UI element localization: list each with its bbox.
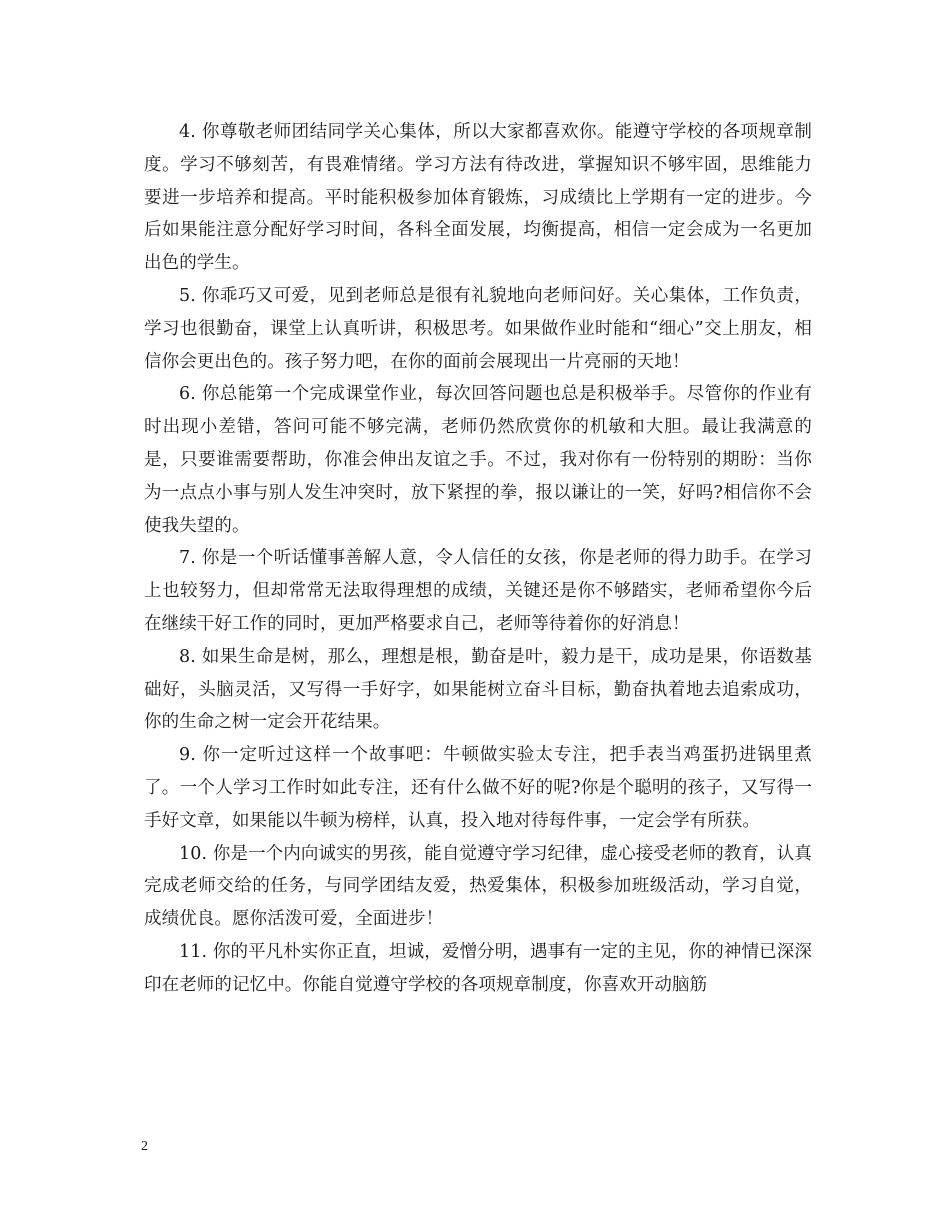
comment-paragraph-5: 5. 你乖巧又可爱，见到老师总是很有礼貌地向老师问好。关心集体，工作负责，学习也很勤奋，课堂上认真听讲，积极思考。如果做作业时能和“细心”交上朋友，相信你会更出色的。孩子努力吧，在你的面前会展现出一片亮丽的天地！	[144, 285, 812, 372]
comment-paragraph-4: 4. 你尊敬老师团结同学关心集体，所以大家都喜欢你。能遵守学校的各项规章制度。学习不够刻苦，有畏难情绪。学习方法有待改进，掌握知识不够牢固，思维能力要进一步培养和提高。平时能积极参加体育锻炼，习成绩比上学期有一定的进步。今后如果能注意分配好学习时间，各科全面发展，均衡提高，相信一定会成为一名更加出色的学生。	[144, 122, 812, 274]
comment-paragraph-8: 8. 如果生命是树，那么，理想是根，勤奋是叶，毅力是干，成功是果，你语数基础好，头脑灵活，又写得一手好字，如果能树立奋斗目标，勤奋执着地去追索成功，你的生命之树一定会开花结果。	[144, 646, 812, 733]
comment-paragraph-9: 9. 你一定听过这样一个故事吧：牛顿做实验太专注，把手表当鸡蛋扔进锅里煮了。一个人学习工作时如此专注，还有什么做不好的呢?你是个聪明的孩子，又写得一手好文章，如果能以牛顿为榜样，认真，投入地对待每件事，一定会学有所获。	[144, 745, 812, 831]
comment-paragraph-11: 11. 你的平凡朴实你正直，坦诚，爱憎分明，遇事有一定的主见，你的神情已深深印在老师的记忆中。你能自觉遵守学校的各项规章制度，你喜欢开动脑筋	[144, 941, 812, 995]
page-number: 2	[141, 1139, 148, 1154]
comment-paragraph-10: 10. 你是一个内向诚实的男孩，能自觉遵守学习纪律，虚心接受老师的教育，认真完成老师交给的任务，与同学团结友爱，热爱集体，积极参加班级活动，学习自觉，成绩优良。愿你活泼可爱，全面进步！	[144, 843, 812, 930]
comment-paragraph-7: 7. 你是一个听话懂事善解人意，令人信任的女孩，你是老师的得力助手。在学习上也较努力，但却常常无法取得理想的成绩，关键还是你不够踏实，老师希望你今后在继续干好工作的同时，更加严格要求自己，老师等待着你的好消息！	[144, 548, 812, 634]
document-body	[144, 116, 812, 1002]
comment-paragraph-6: 6. 你总能第一个完成课堂作业，每次回答问题也总是积极举手。尽管你的作业有时出现小差错，答问可能不够完满，老师仍然欣赏你的机敏和大胆。最让我满意的是，只要谁需要帮助，你准会伸出友谊之手。不过，我对你有一份特别的期盼：当你为一点点小事与别人发生冲突时，放下紧捏的拳，报以谦让的一笑，好吗?相信你不会使我失望的。	[144, 384, 812, 536]
